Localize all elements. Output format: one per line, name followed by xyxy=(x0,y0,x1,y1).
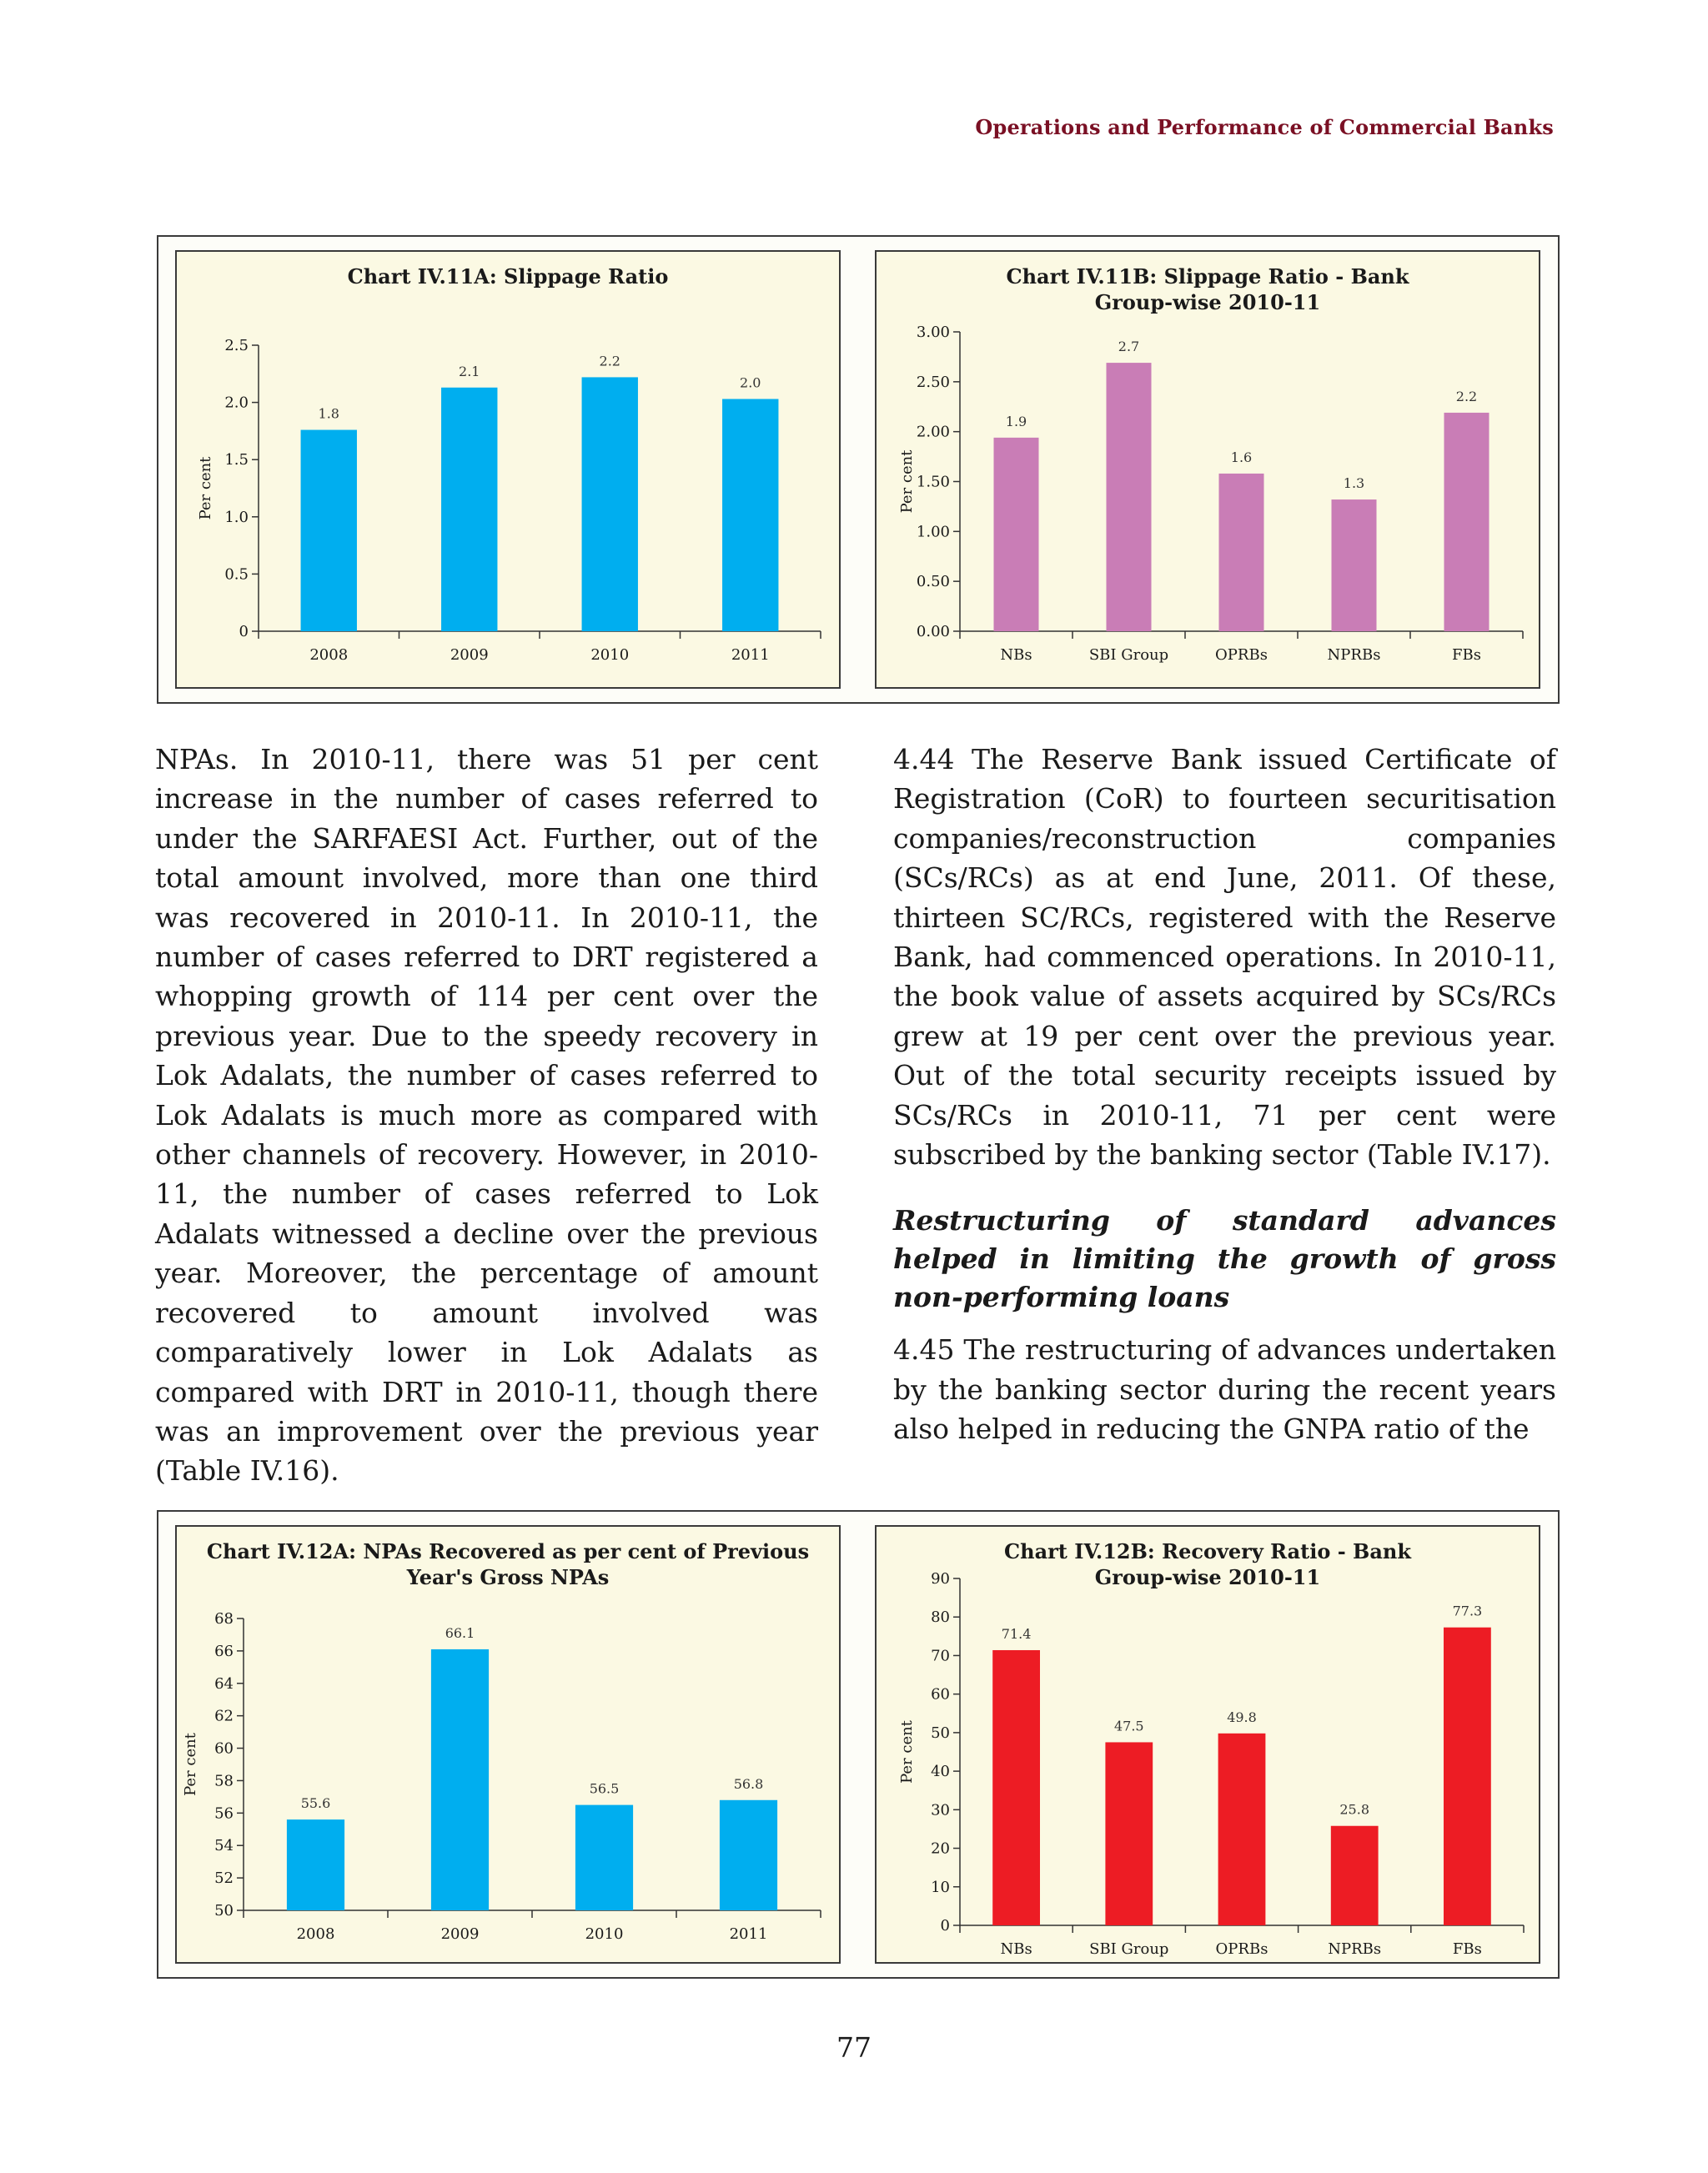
data-label: 2.0 xyxy=(740,374,761,391)
y-tick-label: 70 xyxy=(931,1647,950,1665)
page-number: 77 xyxy=(836,2031,872,2064)
y-tick-label: 0 xyxy=(239,623,249,640)
bar xyxy=(722,399,778,631)
chart-panel-recovery-ratio-bank-group xyxy=(875,1525,1540,1964)
data-label: 1.6 xyxy=(1230,449,1253,465)
x-tick-label: NBs xyxy=(1000,1940,1032,1958)
y-tick-label: 10 xyxy=(931,1878,950,1896)
bar xyxy=(287,1819,344,1910)
y-tick-label: 64 xyxy=(214,1674,234,1693)
data-label: 2.2 xyxy=(599,353,620,369)
y-tick-label: 80 xyxy=(931,1608,950,1627)
bar xyxy=(992,1650,1040,1925)
chart-recovery-ratio-bank-group xyxy=(877,1527,1539,1962)
x-tick-label: 2008 xyxy=(296,1925,335,1943)
paragraph-4-44: 4.44 The Reserve Bank issued Certificate of Registration (CoR) to fourteen securitisation companies/reconstruction companies (SCs/RCs) as at end June, 2011. Of these, thirteen SC/RCs, registered with the Reserve Bank, had commenced operations. In 2010-11, the book value of assets acquired by SCs/RCs grew at 19 per cent over the previous year. Out of the total security receipts issued by SCs/RCs in 2010-11, 71 per cent were subscribed by the banking sector (Table IV.17). xyxy=(893,743,1556,1172)
chart-npas-recovered xyxy=(177,1527,839,1962)
y-tick-label: 2.50 xyxy=(916,373,950,391)
paragraph-4-45: 4.45 The restructuring of advances undertaken by the banking sector during the recent years also helped in reducing the GNPA ratio of the xyxy=(893,1333,1556,1446)
bar xyxy=(441,388,497,631)
y-tick-label: 1.00 xyxy=(916,523,950,541)
y-axis-label: Per cent xyxy=(898,449,916,514)
data-label: 55.6 xyxy=(300,1795,331,1812)
chart-title: Year's Gross NPAs xyxy=(406,1565,610,1589)
x-tick-label: FBs xyxy=(1452,646,1481,664)
bar xyxy=(1107,363,1152,631)
chart-frame-bottom xyxy=(157,1510,1560,1979)
data-label: 2.7 xyxy=(1118,339,1140,355)
data-label: 66.1 xyxy=(445,1624,475,1641)
bar xyxy=(1219,474,1264,631)
y-tick-label: 56 xyxy=(214,1804,234,1823)
data-label: 25.8 xyxy=(1339,1801,1370,1818)
y-tick-label: 60 xyxy=(214,1739,234,1758)
bar xyxy=(1105,1742,1153,1925)
y-tick-label: 0 xyxy=(940,1917,950,1935)
y-tick-label: 0.50 xyxy=(916,573,950,591)
data-label: 77.3 xyxy=(1452,1603,1483,1619)
section-subheading: Restructuring of standard advances helped in limiting the growth of gross non-performing loans xyxy=(893,1204,1556,1314)
chart-panel-slippage-ratio-bank-group xyxy=(875,250,1540,689)
data-label: 47.5 xyxy=(1113,1718,1144,1734)
data-label: 2.1 xyxy=(459,363,480,379)
y-tick-label: 52 xyxy=(214,1869,234,1888)
x-tick-label: OPRBs xyxy=(1215,1940,1268,1958)
y-tick-label: 0.5 xyxy=(224,565,249,584)
y-tick-label: 60 xyxy=(931,1685,950,1704)
y-tick-label: 20 xyxy=(931,1839,950,1858)
x-tick-label: 2009 xyxy=(450,646,489,664)
y-axis-label: Per cent xyxy=(182,1733,199,1796)
data-label: 56.5 xyxy=(589,1780,620,1797)
chart-slippage-ratio xyxy=(177,252,839,687)
x-tick-label: NBs xyxy=(1000,646,1032,664)
data-label: 1.9 xyxy=(1005,413,1027,429)
y-tick-label: 50 xyxy=(214,1902,234,1920)
bar xyxy=(431,1649,489,1910)
chart-panel-npas-recovered xyxy=(175,1525,841,1964)
chart-title: Group-wise 2010-11 xyxy=(1094,1565,1321,1589)
bar xyxy=(582,377,638,631)
left-text-column xyxy=(155,740,818,1491)
bar xyxy=(1444,413,1489,631)
chart-frame-top xyxy=(157,235,1560,704)
y-axis-label: Per cent xyxy=(898,1720,916,1784)
chart-slippage-ratio-bank-group xyxy=(877,252,1539,687)
chart-panel-slippage-ratio xyxy=(175,250,841,689)
bar xyxy=(575,1805,633,1910)
y-tick-label: 50 xyxy=(931,1724,950,1742)
x-tick-label: NPRBs xyxy=(1327,646,1381,664)
y-tick-label: 1.50 xyxy=(916,473,950,491)
bar xyxy=(1331,1826,1379,1925)
x-tick-label: NPRBs xyxy=(1328,1940,1382,1958)
y-tick-label: 2.00 xyxy=(916,423,950,441)
running-header: Operations and Performance of Commercial Banks xyxy=(975,115,1554,139)
bar xyxy=(301,430,357,631)
y-tick-label: 1.0 xyxy=(224,508,249,526)
data-label: 56.8 xyxy=(733,1775,764,1792)
x-tick-label: 2011 xyxy=(729,1925,768,1943)
y-tick-label: 2.0 xyxy=(224,394,249,412)
y-tick-label: 66 xyxy=(214,1642,234,1660)
x-tick-label: FBs xyxy=(1452,1940,1482,1958)
y-tick-label: 62 xyxy=(214,1707,234,1725)
bar xyxy=(994,438,1039,631)
chart-title: Chart IV.11B: Slippage Ratio - Bank xyxy=(1006,264,1409,289)
data-label: 1.3 xyxy=(1343,475,1365,492)
bar xyxy=(1332,499,1377,631)
y-tick-label: 68 xyxy=(214,1610,234,1628)
x-tick-label: 2008 xyxy=(309,646,349,664)
y-tick-label: 1.5 xyxy=(224,451,249,469)
x-tick-label: 2011 xyxy=(731,646,770,664)
data-label: 71.4 xyxy=(1001,1625,1032,1642)
y-tick-label: 90 xyxy=(931,1570,950,1588)
chart-title: Chart IV.12B: Recovery Ratio - Bank xyxy=(1004,1539,1411,1563)
y-axis-label: Per cent xyxy=(197,456,214,520)
x-tick-label: OPRBs xyxy=(1215,646,1268,664)
x-tick-label: 2010 xyxy=(590,646,630,664)
y-tick-label: 58 xyxy=(214,1772,234,1790)
y-tick-label: 0.00 xyxy=(916,623,950,640)
bar xyxy=(1218,1734,1266,1925)
chart-title: Chart IV.11A: Slippage Ratio xyxy=(347,264,669,289)
paragraph-recovery-channels: NPAs. In 2010-11, there was 51 per cent increase in the number of cases referred to under the SARFAESI Act. Further, out of the total amount involved, more than one third was recovered in 2010-11. In 2010-11, the number of cases referred to DRT registered a whopping growth of 114 per cent over the previous year. Due to the speedy recovery in Lok Adalats, the number of cases referred to Lok Adalats is much more as compared with other channels of recovery. However, in 2010-11, the number of cases referred to Lok Adalats witnessed a decline over the previous year. Moreover, the percentage of amount recovered to amount involved was comparatively lower in Lok Adalats as compared with DRT in 2010-11, though there was an improvement over the previous year (Table IV.16). xyxy=(155,743,818,1488)
y-tick-label: 54 xyxy=(214,1837,234,1855)
data-label: 2.2 xyxy=(1455,388,1478,404)
y-tick-label: 3.00 xyxy=(916,324,950,341)
chart-title: Chart IV.12A: NPAs Recovered as per cent of Previous xyxy=(206,1539,810,1563)
y-tick-label: 2.5 xyxy=(224,337,249,354)
right-text-column xyxy=(893,740,1556,1449)
y-tick-label: 30 xyxy=(931,1801,950,1819)
x-tick-label: 2009 xyxy=(440,1925,480,1943)
chart-title: Group-wise 2010-11 xyxy=(1094,290,1321,314)
data-label: 1.8 xyxy=(318,405,339,422)
x-tick-label: 2010 xyxy=(585,1925,624,1943)
data-label: 49.8 xyxy=(1227,1709,1257,1725)
x-tick-label: SBI Group xyxy=(1088,646,1169,664)
x-tick-label: SBI Group xyxy=(1089,1940,1169,1958)
bar xyxy=(1444,1628,1491,1925)
y-tick-label: 40 xyxy=(931,1763,950,1781)
bar xyxy=(720,1800,777,1910)
